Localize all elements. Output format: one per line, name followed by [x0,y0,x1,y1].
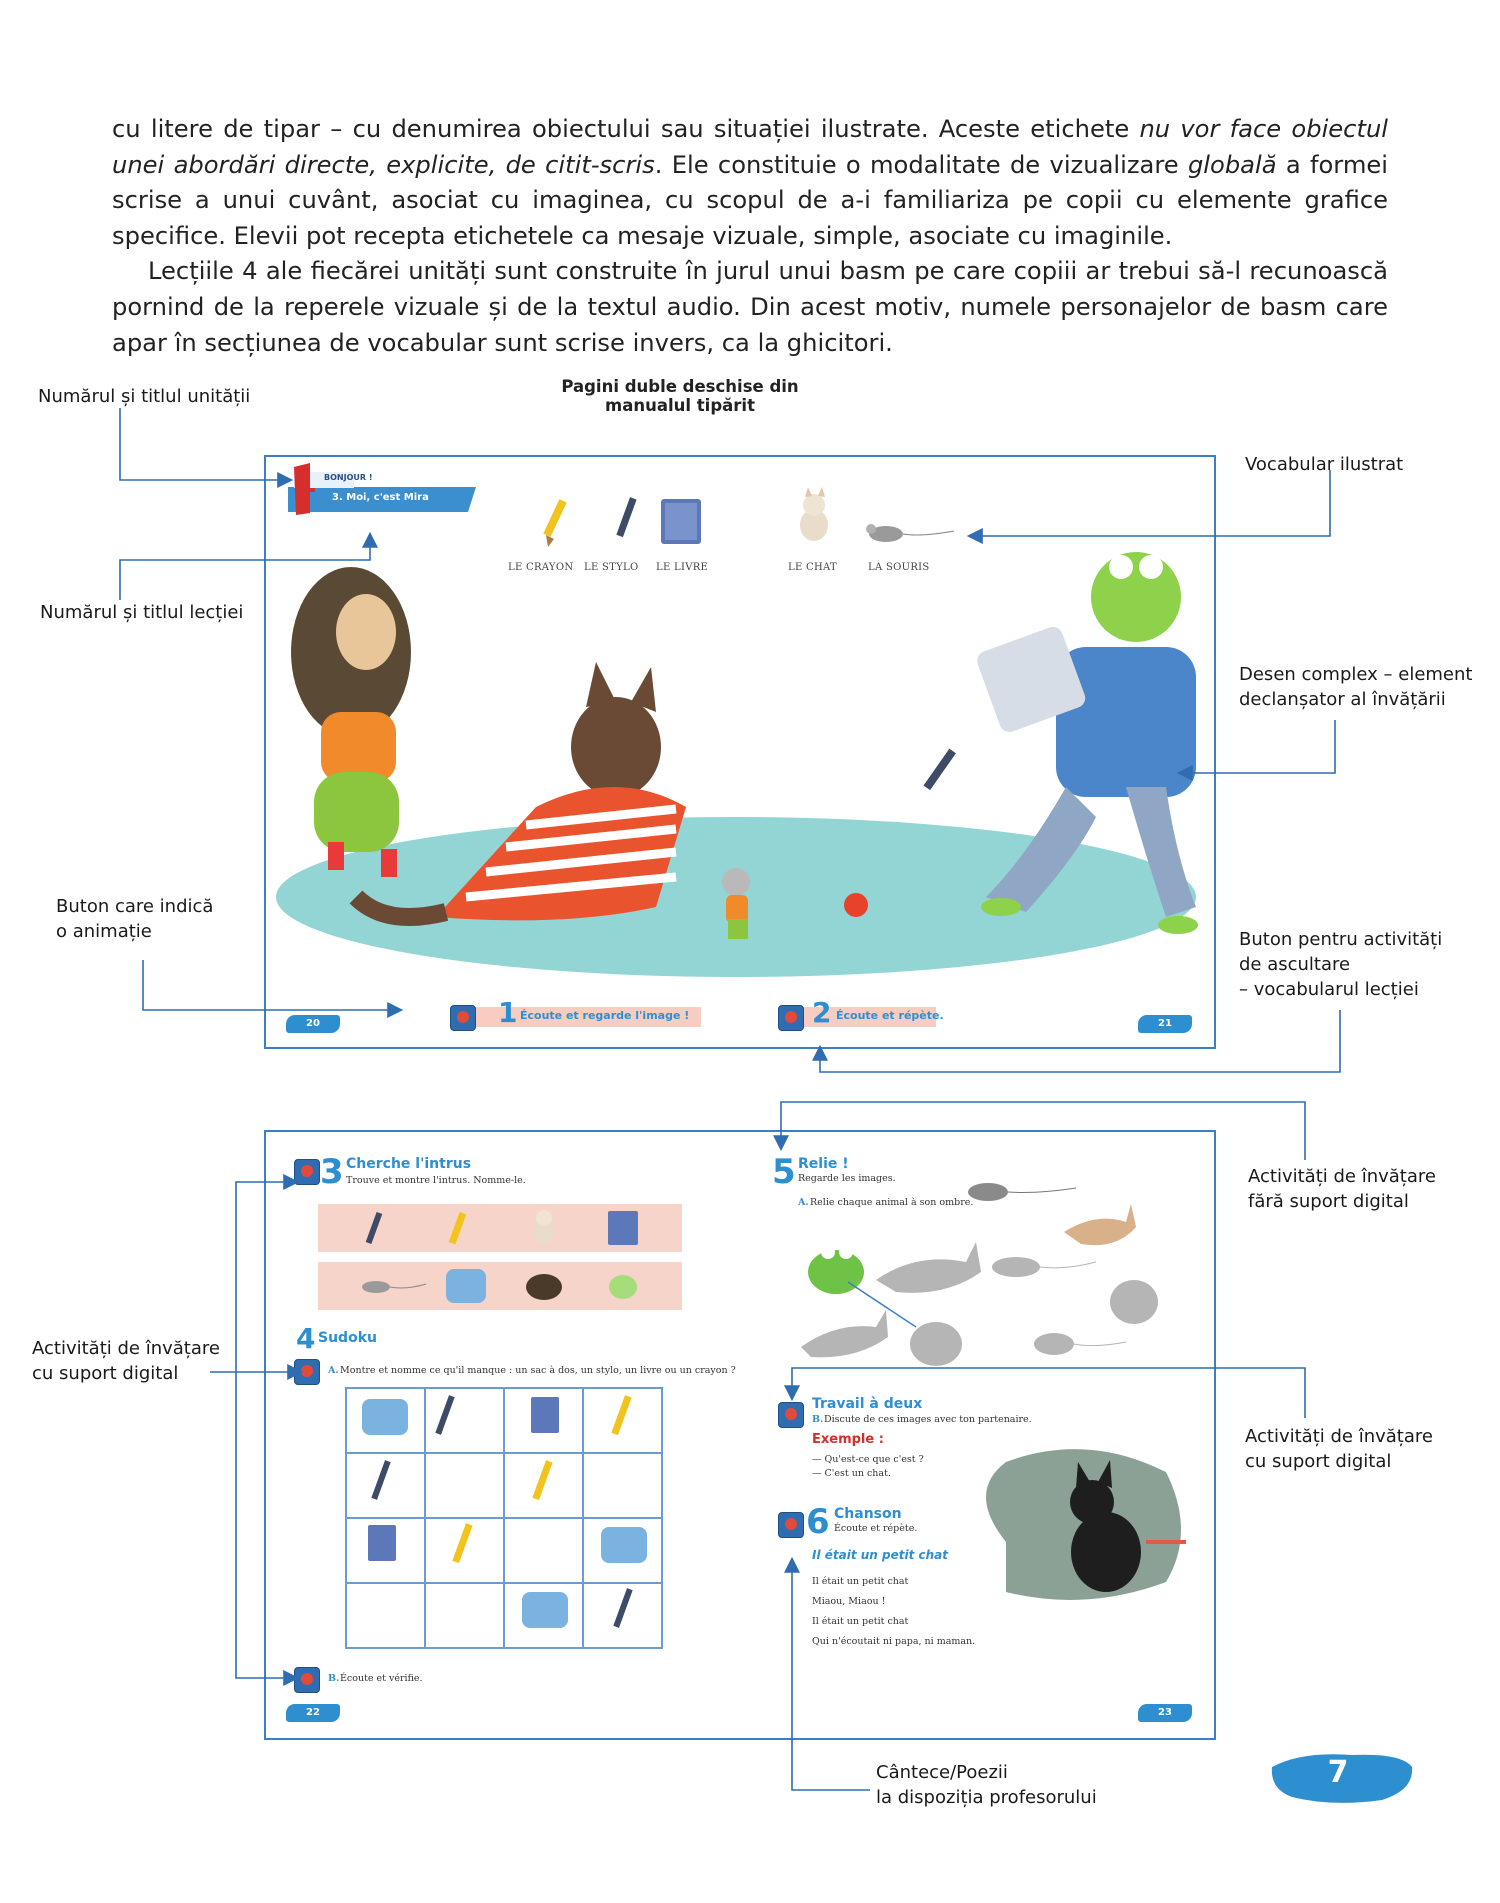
label-animation: Buton care indică o animație [56,896,214,942]
example-title: Exemple : [812,1432,884,1447]
intro-text [112,112,1388,361]
label-listening: Buton pentru activități de ascultare – vocabularul lecției [1239,929,1443,1000]
label-digital-left: Activități de învățare cu suport digital [32,1338,220,1384]
ex5-title: Relie ! [798,1156,849,1172]
label-drawing: Desen complex – element declanșator al învățării [1239,664,1473,710]
page-number: 7 [1327,1755,1349,1790]
ex4-b-label: B. [328,1673,340,1684]
cat-shadow-icon [876,1242,981,1293]
ex5-a-label: A. [798,1197,809,1208]
spread-lesson-3 [264,455,1216,1049]
figure-caption: Pagini duble deschise din manualul tipărit [561,377,799,415]
label-songs: Cântece/Poezii la dispoziția profesorului [876,1762,1097,1808]
label-vocab: Vocabular ilustrat [1245,454,1404,475]
hedgehog-icon [526,1274,562,1300]
ex4-a-instruction: Montre et nomme ce qu'il manque : un sac à dos, un stylo, un livre ou un crayon ? [340,1365,736,1376]
example-question: — Qu'est-ce que c'est ? [812,1454,924,1465]
listening-button[interactable] [778,1005,804,1031]
pair-work-b-label: B. [812,1414,824,1425]
ex2-number: 2 [812,996,832,1029]
book-icon [661,499,701,544]
ex5-number: 5 [772,1152,796,1192]
pencil-icon [543,499,566,547]
cat-icon [534,1210,554,1244]
pair-work-title: Travail à deux [812,1396,923,1412]
vocab-stylo: LE STYLO [584,562,639,573]
ex1-number: 1 [498,996,518,1029]
song-line-1: Il était un petit chat [812,1576,909,1587]
page-number-20: 20 [286,1015,340,1033]
ex4-listening-button[interactable] [294,1667,320,1693]
intro-paragraph-2: Lecțiile 4 ale fiecărei unități sunt construite în jurul unui basm pe care copiii ar trebui să-l recunoască pornind de la reperele vizuale și de la textul audio. Din acest motiv, numele personajelor de basm care apar în secțiunea de vocabular sunt scrise invers, ca la ghicitori. [112,257,1388,357]
ex4-b-instruction: Écoute et vérifie. [340,1673,423,1684]
label-unit: Numărul și titlul unității [38,386,251,407]
ex5-a-instruction: Relie chaque animal à son ombre. [810,1197,974,1208]
mouse-shadow-icon [992,1257,1096,1277]
mouse-icon [968,1183,1076,1201]
pen-illustration [924,749,956,790]
example-answer: — C'est un chat. [812,1468,891,1479]
animation-button[interactable] [450,1005,476,1031]
frog-shadow-icon [1110,1280,1158,1324]
intro-paragraph-1: cu litere de tipar – cu denumirea obiectului sau situației ilustrate. Aceste etichete nu vor face obiectul unei abordări directe, explicite, de citit-scris. Ele constituie o modalitate de vizualizare globală a formei scrise a unui cuvânt, asociat cu imaginea, cu scopul de a-i familiariza pe copii cu elemente grafice specifice. Elevii pot recepta etichetele ca mesaje vizuale, simple, asociate cu imaginile. [112,115,1389,250]
song-title: Il était un petit chat [812,1548,949,1562]
ex6-title: Chanson [834,1506,902,1522]
mouse-icon [866,524,954,542]
vocab-chat: LE CHAT [788,562,837,573]
apple-icon [844,893,868,917]
ex4-title: Sudoku [318,1330,377,1346]
vocab-crayon: LE CRAYON [508,562,574,573]
pen-icon [616,497,636,537]
ex3-digital-button[interactable] [294,1159,320,1185]
ex1-instruction: Écoute et regarde l'image ! [520,1009,690,1022]
cat-icon [1064,1204,1136,1245]
ex5-subtitle: Regarde les images. [798,1173,896,1184]
spread-1-illustration [266,457,1214,1047]
song-line-4: Qui n'écoutait ni papa, ni maman. [812,1636,976,1647]
ex6-subtitle: Écoute et répète. [834,1523,918,1534]
mouse-shadow-icon [1034,1333,1126,1355]
song-listening-button[interactable] [778,1512,804,1538]
book-icon [608,1211,638,1245]
hedgehog-illustration [291,567,411,877]
page-number-23: 23 [1138,1704,1192,1722]
label-lesson: Numărul și titlul lecției [40,602,244,623]
song-line-2: Miaou, Miaou ! [812,1596,886,1607]
backpack-icon [446,1269,486,1303]
ex6-number: 6 [806,1502,830,1542]
song-line-3: Il était un petit chat [812,1616,909,1627]
frog-icon [609,1275,637,1299]
ex2-instruction: Écoute et répète. [836,1009,944,1022]
cat-shadow-icon [801,1310,888,1357]
unit-number: 1 [296,465,317,500]
frog-shadow-icon [910,1322,962,1366]
pair-work-instruction: Discute de ces images avec ton partenaire. [824,1414,1032,1425]
ex4-digital-button[interactable] [294,1359,320,1385]
unit-title: BONJOUR ! [324,473,373,482]
label-digital-right: Activități de învățare cu suport digital [1245,1426,1433,1472]
ex3-number: 3 [320,1152,344,1192]
cat-icon [800,487,828,541]
ex3-subtitle: Trouve et montre l'intrus. Nomme-le. [346,1175,526,1186]
ex4-a-label: A. [328,1365,339,1376]
label-no-digital: Activități de învățare fără suport digital [1248,1166,1436,1212]
page-number-21: 21 [1138,1015,1192,1033]
pair-work-digital-button[interactable] [778,1402,804,1428]
sudoku-grid [345,1387,663,1649]
ex4-number: 4 [296,1322,316,1355]
ex3-title: Cherche l'intrus [346,1156,472,1172]
vocab-livre: LE LIVRE [656,562,709,573]
page-number-22: 22 [286,1704,340,1722]
lesson-title: 3. Moi, c'est Mira [332,492,429,503]
black-cat-illustration [986,1449,1186,1600]
vocab-souris: LA SOURIS [868,562,930,573]
